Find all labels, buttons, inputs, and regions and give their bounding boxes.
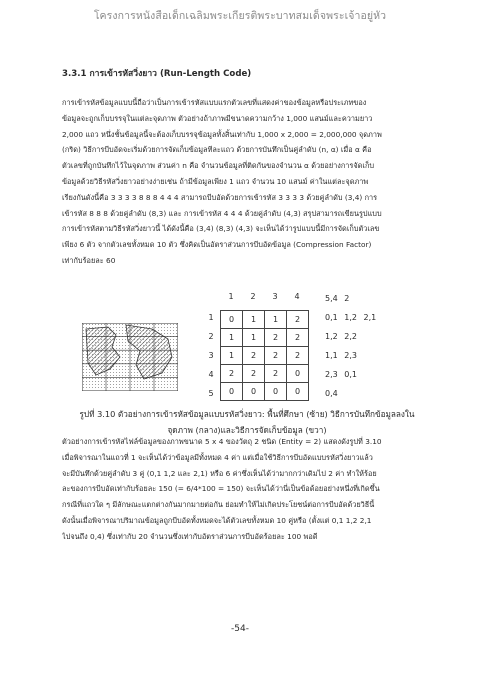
paragraph-line: ไปจนถึง 0,4) ซึ่งเท่ากับ 20 จำนวนซึ่งเท่ากับอัตราส่วนการบีบอัดร้อยละ 100 พอดี: [62, 531, 318, 541]
grid-row-header: 1: [208, 313, 214, 322]
paragraph-line: ข้อมูลจะถูกเก็บบรรจุในแต่ละจุดภาพ ตัวอย่างถ้าภาพมีขนาดความกว้าง 1,000 แสนม์และความยาว: [62, 113, 373, 123]
grid-cell: 2: [243, 365, 265, 383]
paragraph-line: กรณีที่แถวใด ๆ มีลักษณะแตกต่างกันมากมายต่อกัน ย่อมทำให้ไม่เกิดประโยชน์ต่อการบีบอัดด้วยวิธีนี้: [62, 500, 375, 510]
paragraph-line: การเข้ารหัสตามวิธีรหัสวิ่งยาวนี้ ได้ดังนี้คือ (3,4) (8,3) (4,3) จะเห็นได้ว่ารูปแบบนี้มีการจัดเก็บตัวเลข: [62, 224, 380, 234]
paragraph-line: ตัวอย่างการเข้ารหัสไฟล์ข้อมูลของภาพขนาด 5 x 4 ของวัตถุ 2 ชนิด (Entity = 2) แสดงดังรูปที่ 3.10: [62, 437, 382, 446]
grid-row: [221, 365, 309, 383]
paragraph-line: จะมีบันทึกด้วยคู่ลำดับ 3 คู่ (0,1 1,2 และ 2,1) หรือ 6 ค่าซึ่งเห็นได้ว่ามากกว่าเดิมไป 2 ค่า ทำให้ร้อย: [62, 468, 377, 478]
grid-row: [221, 347, 309, 365]
grid-cell: 2: [243, 347, 265, 365]
grid-cell: 0: [221, 311, 243, 329]
study-area-map: [82, 323, 178, 391]
rle-row: 0,1 1,2 2,1: [325, 313, 377, 322]
paragraph-2: [62, 434, 432, 545]
grid-row-header: 4: [208, 370, 214, 379]
paragraph-line: เพียง 6 ตัว จากตัวเลขทั้งหมด 10 ตัว ซึ่งคิดเป็นอัตราส่วนการบีบอัดข้อมูล (Compression Factor): [62, 240, 372, 250]
paragraph-1: [62, 95, 432, 269]
paragraph-line: เมื่อพิจารณาในแถวที่ 1 จะเห็นได้ว่าข้อมูลมีทั้งหมด 4 ค่า แต่เมื่อใช้วิธีการบีบอัดแบบรหัสวิ่งยาวแล้ว: [62, 452, 373, 462]
grid-row: [221, 329, 309, 347]
grid-row: [221, 311, 309, 329]
grid-cell: 2: [287, 311, 309, 329]
grid-cell: 1: [265, 311, 287, 329]
grid-cell: 0: [265, 383, 287, 401]
grid-row-header: 5: [208, 389, 214, 398]
grid-cell: 1: [243, 329, 265, 347]
raster-grid: [220, 310, 309, 401]
paragraph-line: ตัวเลขที่ถูกบันทึกไว้ในจุดภาพ ส่วนค่า n คือ จำนวนข้อมูลที่ติดกันของจำนวน α ด้วยอย่างการจัดเก็บ: [62, 161, 375, 171]
grid-cell: 2: [265, 329, 287, 347]
paragraph-line: เข้ารหัส 8 8 8 ด้วยคู่ลำดับ (8,3) และ การเข้ารหัส 4 4 4 ด้วยคู่ลำดับ (4,3) สรุปสามารถเขียนรูปแบบ: [62, 208, 382, 218]
rle-row: 2,3 0,1: [325, 370, 357, 379]
rle-row: 1,1 2,3: [325, 351, 357, 360]
caption-line: จุดภาพ (กลาง)และวิธีการจัดเก็บข้อมูล (ขวา): [167, 425, 327, 435]
paragraph-line: 2,000 แถว หนึ่งชั้นข้อมูลนี้จะต้องเก็บบรรจุข้อมูลทั้งสิ้นเท่ากับ 1,000 x 2,000 = 2,000,000 จุดภาพ: [62, 129, 382, 139]
page-header: โครงการหนังสือเด็กเฉลิมพระเกียรติพระบาทสมเด็จพระเจ้าอยู่หัว: [93, 10, 387, 22]
rle-row: 5,4 2: [325, 294, 350, 303]
paragraph-line: ข้อมูลด้วยวิธีรหัสวิ่งยาวอย่างง่ายเช่น ถ้ามีข้อมูลเพียง 1 แถว จำนวน 10 แสนม์ ค่าในแต่ละจุดภาพ: [62, 176, 369, 186]
grid-col-header: 3: [272, 292, 278, 301]
grid-cell: 2: [265, 347, 287, 365]
grid-cell: 0: [221, 383, 243, 401]
grid-col-header: 2: [250, 292, 256, 301]
grid-cell: 0: [287, 383, 309, 401]
paragraph-line: (กริด) วิธีการบีบอัดจะเริ่มด้วยการจัดเก็บข้อมูลทีละแถว ด้วยการบันทึกเป็นคู่ลำดับ (n, α) เมื่อ α คือ: [62, 145, 372, 155]
grid-cell: 1: [243, 311, 265, 329]
grid-cell: 2: [287, 347, 309, 365]
grid-cell: 2: [287, 329, 309, 347]
grid-cell: 2: [221, 365, 243, 383]
page-number: -54-: [231, 624, 249, 634]
grid-cell: 0: [243, 383, 265, 401]
paragraph-line: ละของการบีบอัดเท่ากับร้อยละ 150 (= 6/4*100 = 150) จะเห็นได้ว่านี่เป็นข้อด้อยอย่างหนึ่งที่เกิดขึ้น: [62, 484, 380, 494]
grid-row-header: 2: [208, 332, 214, 341]
grid-cell: 2: [265, 365, 287, 383]
grid-cell: 1: [221, 329, 243, 347]
paragraph-line: เรียงกันดังนี้คือ 3 3 3 3 8 8 8 4 4 4 สามารถบีบอัดด้วยการเข้ารหัส 3 3 3 3 ด้วยคู่ลำดับ (3,4) การ: [62, 192, 378, 202]
grid-col-header: 1: [228, 292, 234, 301]
grid-row-header: 3: [208, 351, 214, 360]
rle-row: 0,4: [325, 389, 338, 398]
section-title: 3.3.1 การเข้ารหัสวิ่งยาว (Run-Length Code): [62, 69, 252, 79]
grid-col-header: 4: [294, 292, 300, 301]
grid-cell: 1: [221, 347, 243, 365]
grid-cell: 0: [287, 365, 309, 383]
caption-line: รูปที่ 3.10 ตัวอย่างการเข้ารหัสข้อมูลแบบรหัสวิ่งยาว: พื้นที่ศึกษา (ซ้าย) วิธีการบันทึกข้อมูลลงใน: [79, 409, 415, 419]
grid-row: [221, 383, 309, 401]
paragraph-line: เท่ากับร้อยละ 60: [62, 255, 116, 265]
paragraph-line: การเข้ารหัสข้อมูลแบบนี้ถือว่าเป็นการเข้ารหัสแบบแรกตัวเลขที่แสดงค่าของข้อมูลหรือประเภทของ: [62, 98, 367, 107]
paragraph-line: ดังนั้นเมื่อพิจารณาปริมาณข้อมูลถูกบีบอัดทั้งหมดจะได้ตัวเลขทั้งหมด 10 คู่หรือ (ตั้งแต่ 0,1 1,2 2,1: [62, 515, 372, 525]
rle-row: 1,2 2,2: [325, 332, 357, 341]
